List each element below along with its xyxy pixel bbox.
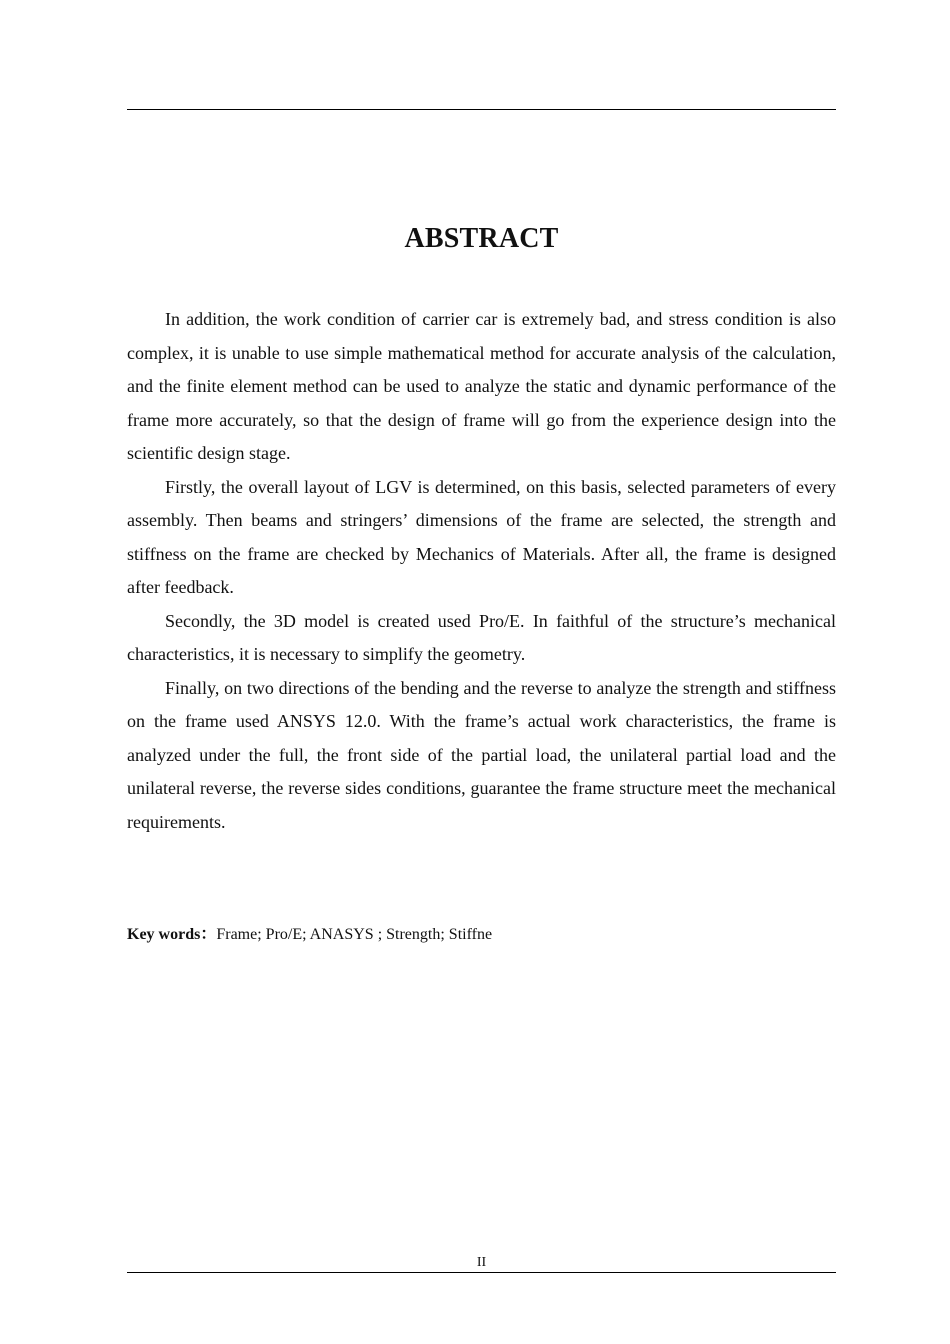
abstract-paragraph: In addition, the work condition of carrier car is extremely bad, and stress condition is also complex, it is unable to use simple mathematical method for accurate analysis of the calculation, and the finite element method can be used to analyze the static and dynamic performance of the frame more accurately, so that the design of frame will go from the experience design into the scientific design stage. (127, 309, 836, 463)
abstract-paragraph: Finally, on two directions of the bending and the reverse to analyze the strength and stiffness on the frame used ANSYS 12.0. With the frame’s actual work characteristics, the frame is analyzed under the full, the front side of the partial load, the unilateral partial load and the unilateral reverse, the reverse sides conditions, guarantee the frame structure meet the mechanical requirements. (127, 677, 836, 832)
page-title: ABSTRACT (404, 223, 559, 254)
abstract-body (127, 303, 836, 839)
page-number: II (476, 1255, 487, 1270)
keywords-text: Frame; Pro/E; ANASYS ; Strength; Stiffne (216, 926, 493, 943)
keywords-label: Key words： (127, 926, 217, 943)
header-rule (127, 109, 836, 110)
abstract-paragraph: Secondly, the 3D model is created used Pro/E. In faithful of the structure’s mechanical characteristics, it is necessary to simplify the geometry. (127, 610, 836, 664)
footer-rule (127, 1272, 836, 1273)
abstract-paragraph: Firstly, the overall layout of LGV is determined, on this basis, selected parameters of every assembly. Then beams and stringers’ dimensions of the frame are selected, the strength and stiffness on the frame are checked by Mechanics of Materials. After all, the frame is designed after feedback. (127, 476, 836, 597)
keywords-line (127, 924, 836, 946)
